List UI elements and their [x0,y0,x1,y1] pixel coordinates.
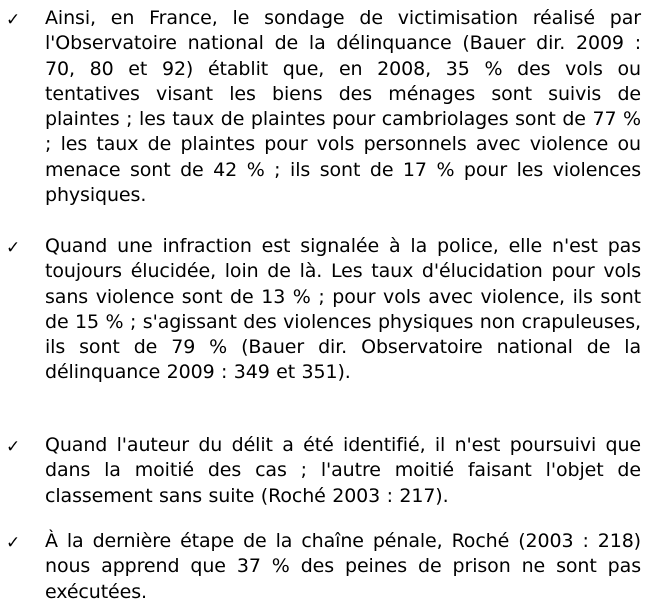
check-icon: ✓ [6,533,21,553]
check-icon: ✓ [6,238,21,258]
check-icon: ✓ [6,437,21,457]
paragraph-text: Quand l'auteur du délit a été identifié, il n'est poursuivi que dans la moitié des cas ; l'autre moitié faisant l'objet de classement sans suite (Roché 2003 : 217). [45,434,641,507]
check-icon: ✓ [6,10,21,30]
paragraph-text: Ainsi, en France, le sondage de victimisation réalisé par l'Observatoire national de la délinquance (Bauer dir. 2009 : 70, 80 et 92) établit que, en 2008, 35 % des vols ou tentatives visant les biens des ménages sont suivis de plaintes ; les taux de plaintes pour cambriolages sont de 77 % ; les taux de plaintes pour vols personnels avec violence ou menace sont de 42 % ; ils sont de 17 % pour les violences physiques. [45,7,641,207]
paragraph-text: À la dernière étape de la chaîne pénale, Roché (2003 : 218) nous apprend que 37 % des peines de prison ne sont pas exécutées. [45,530,641,603]
paragraph-text: Quand une infraction est signalée à la police, elle n'est pas toujours élucidée, loin de là. Les taux d'élucidation pour vols sans violence sont de 13 % ; pour vols avec violence, ils sont de 15 % ; s'agissant des violences physiques non crapuleuses, ils sont de 79 % (Bauer dir. Observatoire national de la délinquance 2009 : 349 et 351). [45,235,641,384]
